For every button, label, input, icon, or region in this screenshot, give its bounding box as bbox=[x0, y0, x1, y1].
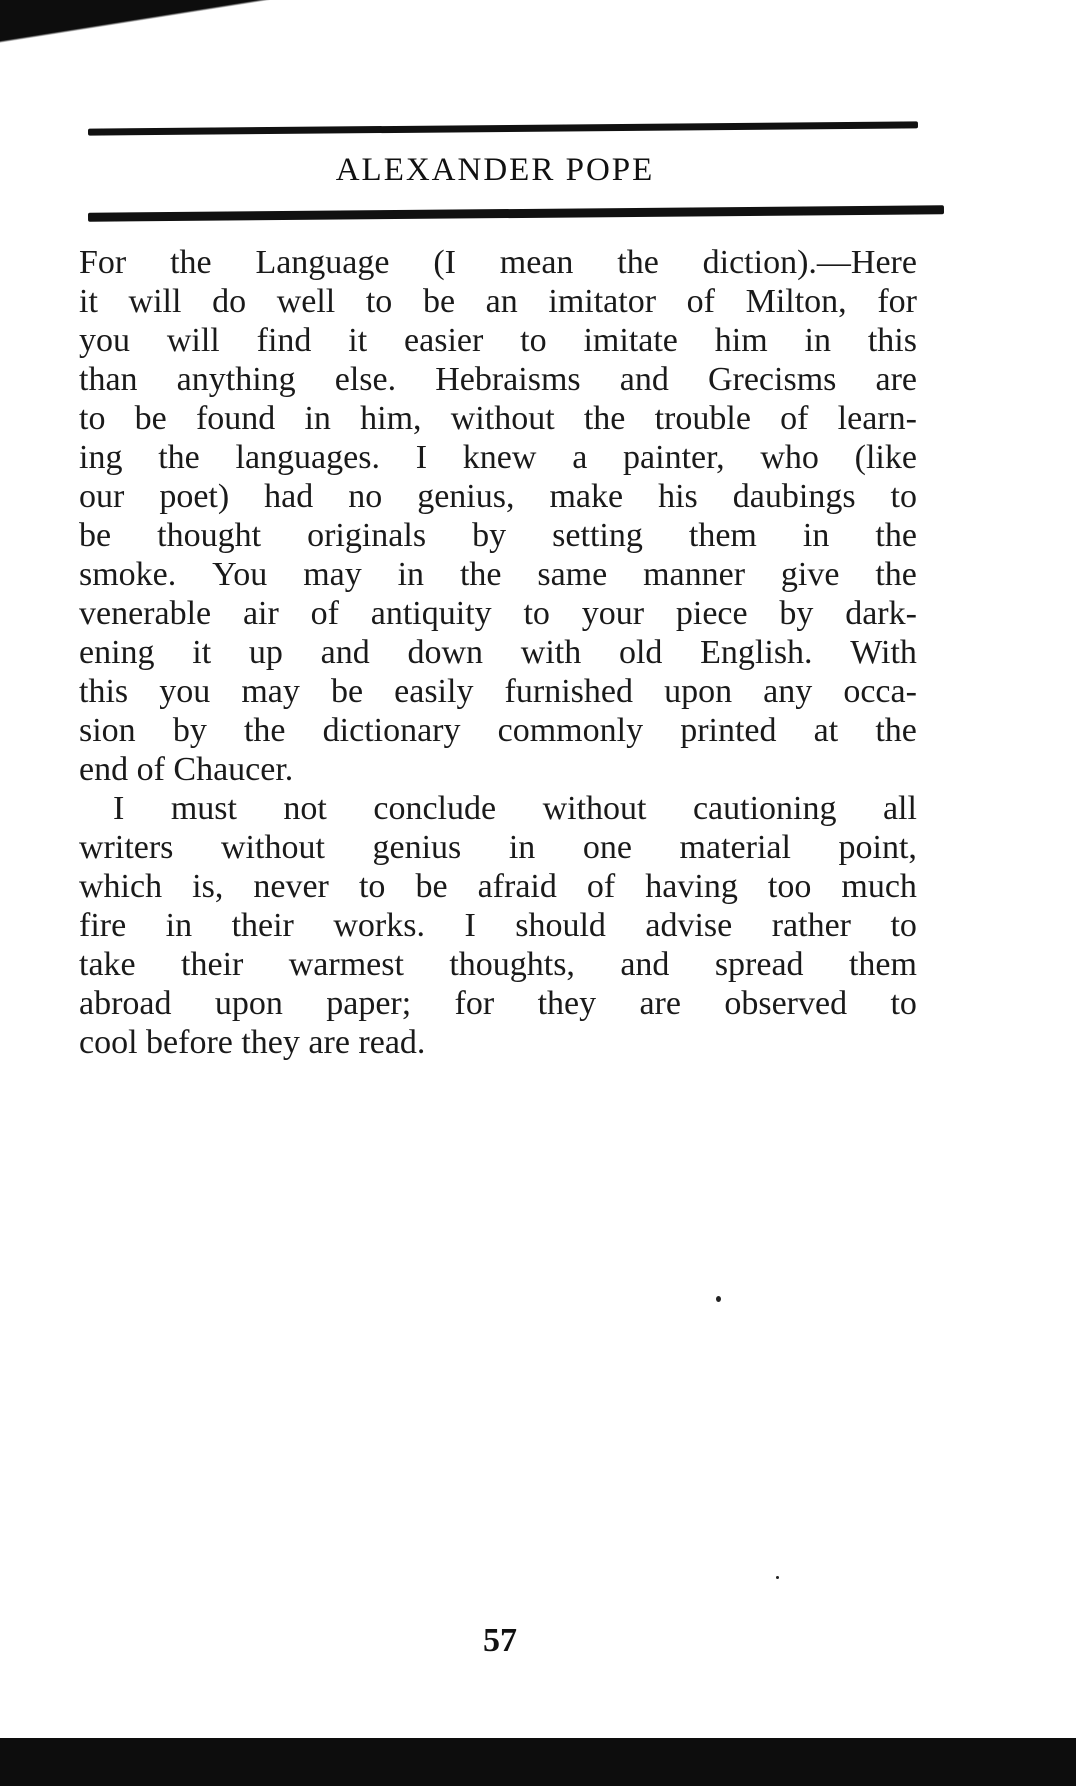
text-line: which is, never to be afraid of having too much bbox=[79, 868, 917, 905]
scan-corner-mark bbox=[0, 0, 300, 60]
scan-speck bbox=[776, 1576, 779, 1579]
scan-speck bbox=[716, 1296, 721, 1302]
scan-bottom-edge bbox=[0, 1738, 1076, 1786]
text-line: I must not conclude without cautioning all bbox=[113, 790, 917, 827]
text-line: fire in their works. I should advise rather to bbox=[79, 907, 917, 944]
text-line: end of Chaucer. bbox=[79, 751, 294, 788]
text-line: ing the languages. I knew a painter, who (like bbox=[79, 439, 917, 476]
text-line: our poet) had no genius, make his daubings to bbox=[79, 478, 917, 515]
text-line: cool before they are read. bbox=[79, 1024, 426, 1061]
text-line: than anything else. Hebraisms and Grecisms are bbox=[79, 361, 917, 398]
text-line: sion by the dictionary commonly printed at the bbox=[79, 712, 917, 749]
text-line: you will find it easier to imitate him in this bbox=[79, 322, 917, 359]
page-number: 57 bbox=[483, 1622, 517, 1659]
text-line: smoke. You may in the same manner give the bbox=[79, 556, 917, 593]
header-rule-bottom bbox=[88, 205, 944, 221]
text-line: to be found in him, without the trouble of learn- bbox=[79, 400, 917, 437]
text-line: take their warmest thoughts, and spread them bbox=[79, 946, 917, 983]
text-line: be thought originals by setting them in the bbox=[79, 517, 917, 554]
running-head: ALEXANDER POPE bbox=[335, 152, 655, 188]
text-line: writers without genius in one material point, bbox=[79, 829, 917, 866]
header-rule-top bbox=[88, 121, 918, 135]
text-line: abroad upon paper; for they are observed to bbox=[79, 985, 917, 1022]
text-line: this you may be easily furnished upon any occa- bbox=[79, 673, 917, 710]
text-line: it will do well to be an imitator of Milton, for bbox=[79, 283, 917, 320]
body-text bbox=[79, 243, 917, 1062]
text-line: ening it up and down with old English. With bbox=[79, 634, 917, 671]
text-line: For the Language (I mean the diction).—Here bbox=[79, 244, 917, 281]
text-line: venerable air of antiquity to your piece by dark- bbox=[79, 595, 917, 632]
